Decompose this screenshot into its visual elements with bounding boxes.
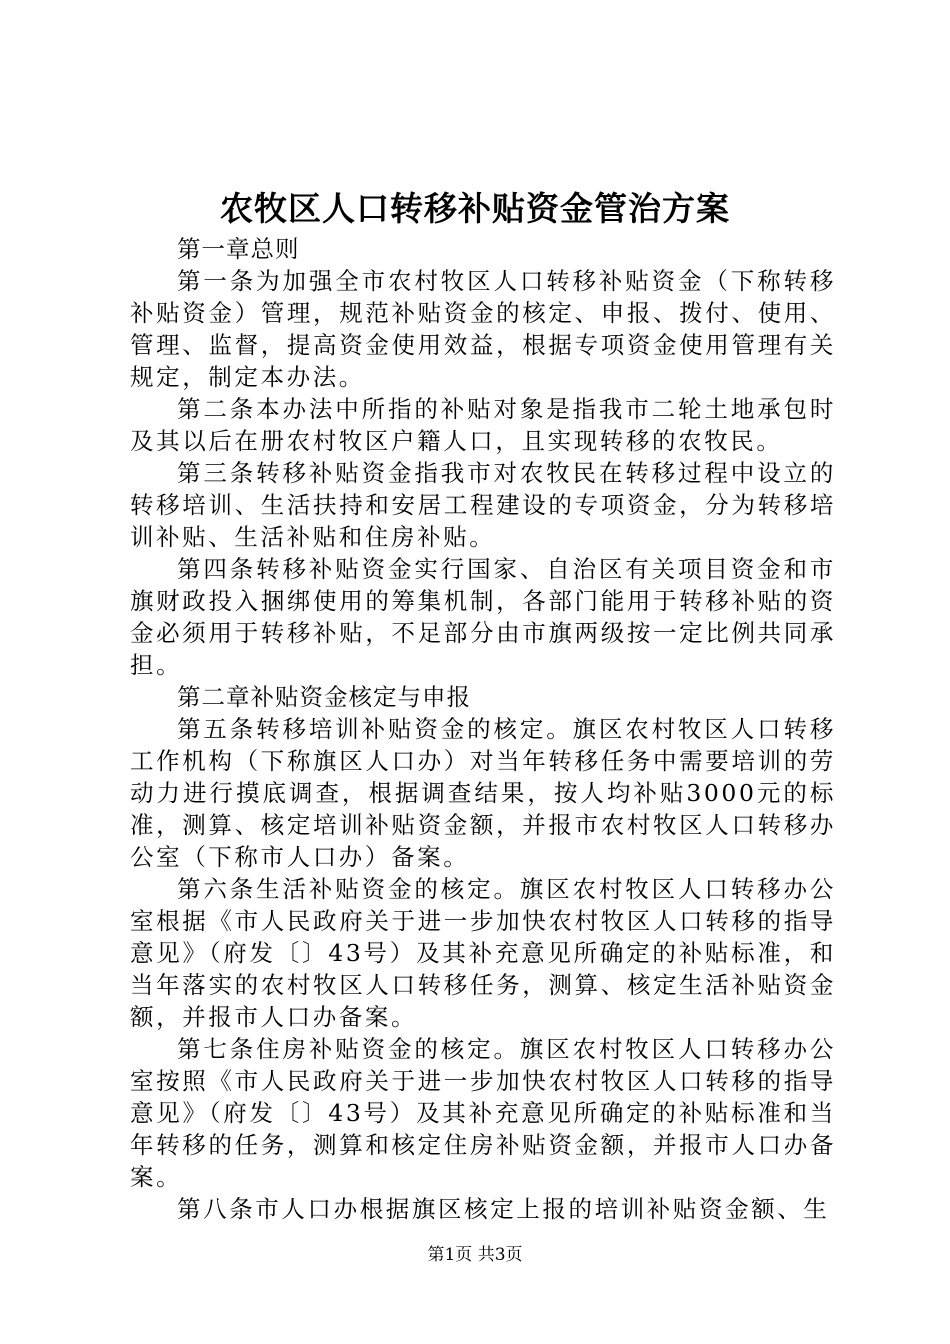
document-body: [130, 233, 836, 1225]
chapter-heading: 第二章补贴资金核定与申报: [177, 683, 471, 711]
article-paragraph: 第八条市人口办根据旗区核定上报的培训补贴资金额、生: [177, 1195, 830, 1223]
page-number-footer: 第1页 共3页: [427, 1245, 523, 1265]
article-paragraph: 第三条转移补贴资金指我市对农牧民在转移过程中设立的转移培训、生活扶持和安居工程建设的专项资金，分为转移培训补贴、生活补贴和住房补贴。: [130, 459, 836, 551]
article-paragraph: 第六条生活补贴资金的核定。旗区农村牧区人口转移办公室根据《市人民政府关于进一步加快农村牧区人口转移的指导意见》（府发〔〕43号）及其补充意见所确定的补贴标准，和当年落实的农村牧区人口转移任务，测算、核定生活补贴资金额，并报市人口办备案。: [130, 875, 836, 1031]
chapter-heading: 第一章总则: [177, 235, 300, 263]
article-paragraph: 第四条转移补贴资金实行国家、自治区有关项目资金和市旗财政投入捆绑使用的筹集机制，各部门能用于转移补贴的资金必须用于转移补贴，不足部分由市旗两级按一定比例共同承担。: [130, 555, 836, 679]
article-paragraph: 第二条本办法中所指的补贴对象是指我市二轮土地承包时及其以后在册农村牧区户籍人口，且实现转移的农牧民。: [130, 395, 836, 455]
article-paragraph: 第一条为加强全市农村牧区人口转移补贴资金（下称转移补贴资金）管理，规范补贴资金的核定、申报、拨付、使用、管理、监督，提高资金使用效益，根据专项资金使用管理有关规定，制定本办法。: [130, 267, 836, 391]
document-title: 农牧区人口转移补贴资金管治方案: [220, 189, 730, 228]
article-paragraph: 第五条转移培训补贴资金的核定。旗区农村牧区人口转移工作机构（下称旗区人口办）对当年转移任务中需要培训的劳动力进行摸底调查，根据调查结果，按人均补贴3000元的标准，测算、核定培训补贴资金额，并报市农村牧区人口转移办公室（下称市人口办）备案。: [130, 715, 836, 871]
article-paragraph: 第七条住房补贴资金的核定。旗区农村牧区人口转移办公室按照《市人民政府关于进一步加快农村牧区人口转移的指导意见》（府发〔〕43号）及其补充意见所确定的补贴标准和当年转移的任务，测算和核定住房补贴资金额，并报市人口办备案。: [130, 1035, 836, 1191]
